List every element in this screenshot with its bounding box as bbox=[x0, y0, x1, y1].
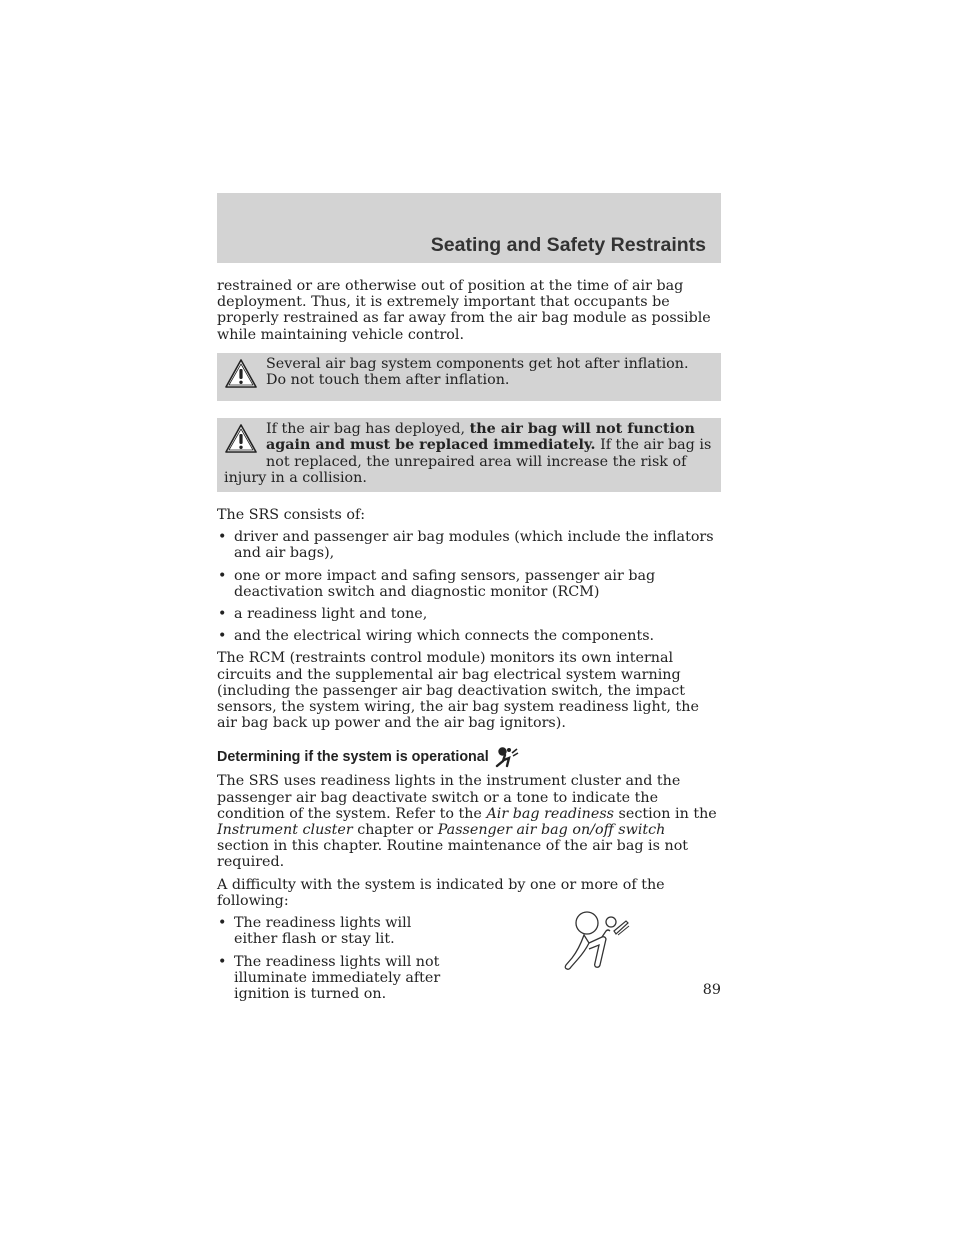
list-item: • and the electrical wiring which connects the components. bbox=[217, 628, 721, 644]
srs-intro: The SRS consists of: bbox=[217, 507, 366, 524]
indicator-list bbox=[217, 915, 457, 1002]
main-content bbox=[217, 278, 721, 1008]
warning-text: Several air bag system components get hot after inflation. Do not touch them after inflation. bbox=[266, 355, 689, 389]
airbag-occupant-icon bbox=[495, 746, 519, 768]
srs-components-list bbox=[217, 529, 721, 644]
section-heading bbox=[217, 746, 721, 768]
list-item: • driver and passenger air bag modules (which include the inflators and air bags), bbox=[217, 529, 721, 561]
list-item: • a readiness light and tone, bbox=[217, 606, 721, 622]
section-heading-text: Determining if the system is operational bbox=[217, 749, 489, 766]
list-item: • one or more impact and safing sensors, passenger air bag deactivation switch and diagnostic monitor (RCM) bbox=[217, 568, 721, 600]
header-band bbox=[217, 193, 721, 263]
warning-box-deployed bbox=[217, 418, 721, 492]
operational-paragraph: The SRS uses readiness lights in the instrument cluster and the passenger air bag deactivate switch or a tone to indicate the condition of the system. Refer to the Air bag readiness section in the Instrument cluster chapter or Passenger air bag on/off switch section in this chapter. Routine maintenance of the air bag is not required. bbox=[217, 773, 717, 871]
page-number: 89 bbox=[702, 982, 721, 998]
warning-box-hot-components bbox=[217, 353, 721, 401]
warning-text: If the air bag has deployed, the air bag will not function again and must be replaced immediately. If the air bag is not replaced, the unrepaired area will increase the risk of injury in a collision. bbox=[224, 421, 712, 486]
difficulty-paragraph: A difficulty with the system is indicated by one or more of the following: bbox=[217, 876, 665, 909]
page-title: Seating and Safety Restraints bbox=[430, 234, 706, 256]
warning-triangle-icon bbox=[224, 423, 258, 455]
indicator-section bbox=[217, 915, 721, 1002]
rcm-paragraph: The RCM (restraints control module) monitors its own internal circuits and the supplemental air bag electrical system warning (including the passenger air bag deactivation switch, the impact sensors, the system wiring, the air bag system readiness light, the air bag back up power and the air bag ignitors). bbox=[217, 650, 699, 732]
list-item: • The readiness lights will not illuminate immediately after ignition is turned on. bbox=[217, 954, 457, 1003]
list-item: • The readiness lights will either flash or stay lit. bbox=[217, 915, 457, 947]
intro-paragraph: restrained or are otherwise out of position at the time of air bag deployment. Thus, it is extremely important that occupants be properly restrained as far away from the air bag module as possible while maintaining vehicle control. bbox=[217, 278, 711, 343]
warning-triangle-icon bbox=[224, 358, 258, 390]
airbag-readiness-symbol-icon bbox=[562, 909, 632, 973]
